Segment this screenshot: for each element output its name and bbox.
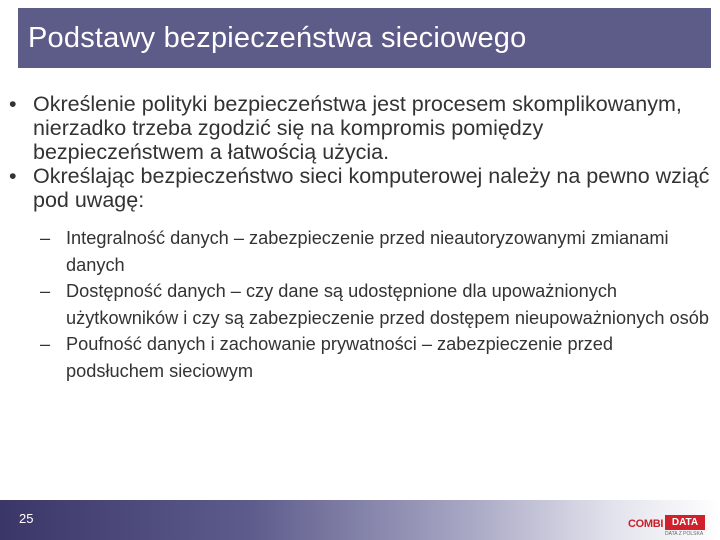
bullet-marker: •	[9, 92, 17, 116]
sub-bullet-item	[0, 331, 720, 384]
footer-bar	[0, 500, 720, 540]
sub-bullet-list	[0, 225, 720, 384]
sub-bullet-text: Dostępność danych – czy dane są udostępnione dla upoważnionych użytkowników i czy są zabezpieczenie przed dostępem nieupoważnionych osób	[66, 281, 709, 328]
logo-combi-text: COMBI	[628, 518, 664, 530]
logo-tagline: DATA Z POLSKA	[665, 531, 704, 537]
slide-content	[0, 92, 720, 384]
bullet-item	[0, 164, 720, 212]
dash-marker: –	[40, 281, 51, 301]
combidata-logo	[628, 518, 708, 538]
sub-bullet-text: Poufność danych i zachowanie prywatności – zabezpieczenie przed podsłuchem sieciowym	[66, 334, 613, 381]
bullet-marker: •	[9, 164, 17, 188]
page-number: 25	[19, 511, 34, 526]
bullet-text: Określając bezpieczeństwo sieci komputerowej należy na pewno wziąć pod uwagę:	[33, 164, 710, 212]
dash-marker: –	[40, 228, 51, 248]
sub-bullet-item	[0, 278, 720, 331]
title-bar	[18, 8, 711, 68]
sub-bullet-item	[0, 225, 720, 278]
bullet-item	[0, 92, 720, 164]
logo-data-text: DATA	[665, 515, 705, 530]
slide-title: Podstawy bezpieczeństwa sieciowego	[28, 22, 527, 54]
bullet-text: Określenie polityki bezpieczeństwa jest procesem skomplikowanym, nierzadko trzeba zgodzić się na kompromis pomiędzy bezpieczeństwem a łatwością użycia.	[33, 92, 682, 164]
dash-marker: –	[40, 334, 51, 354]
sub-bullet-text: Integralność danych – zabezpieczenie przed nieautoryzowanymi zmianami danych	[66, 228, 669, 275]
